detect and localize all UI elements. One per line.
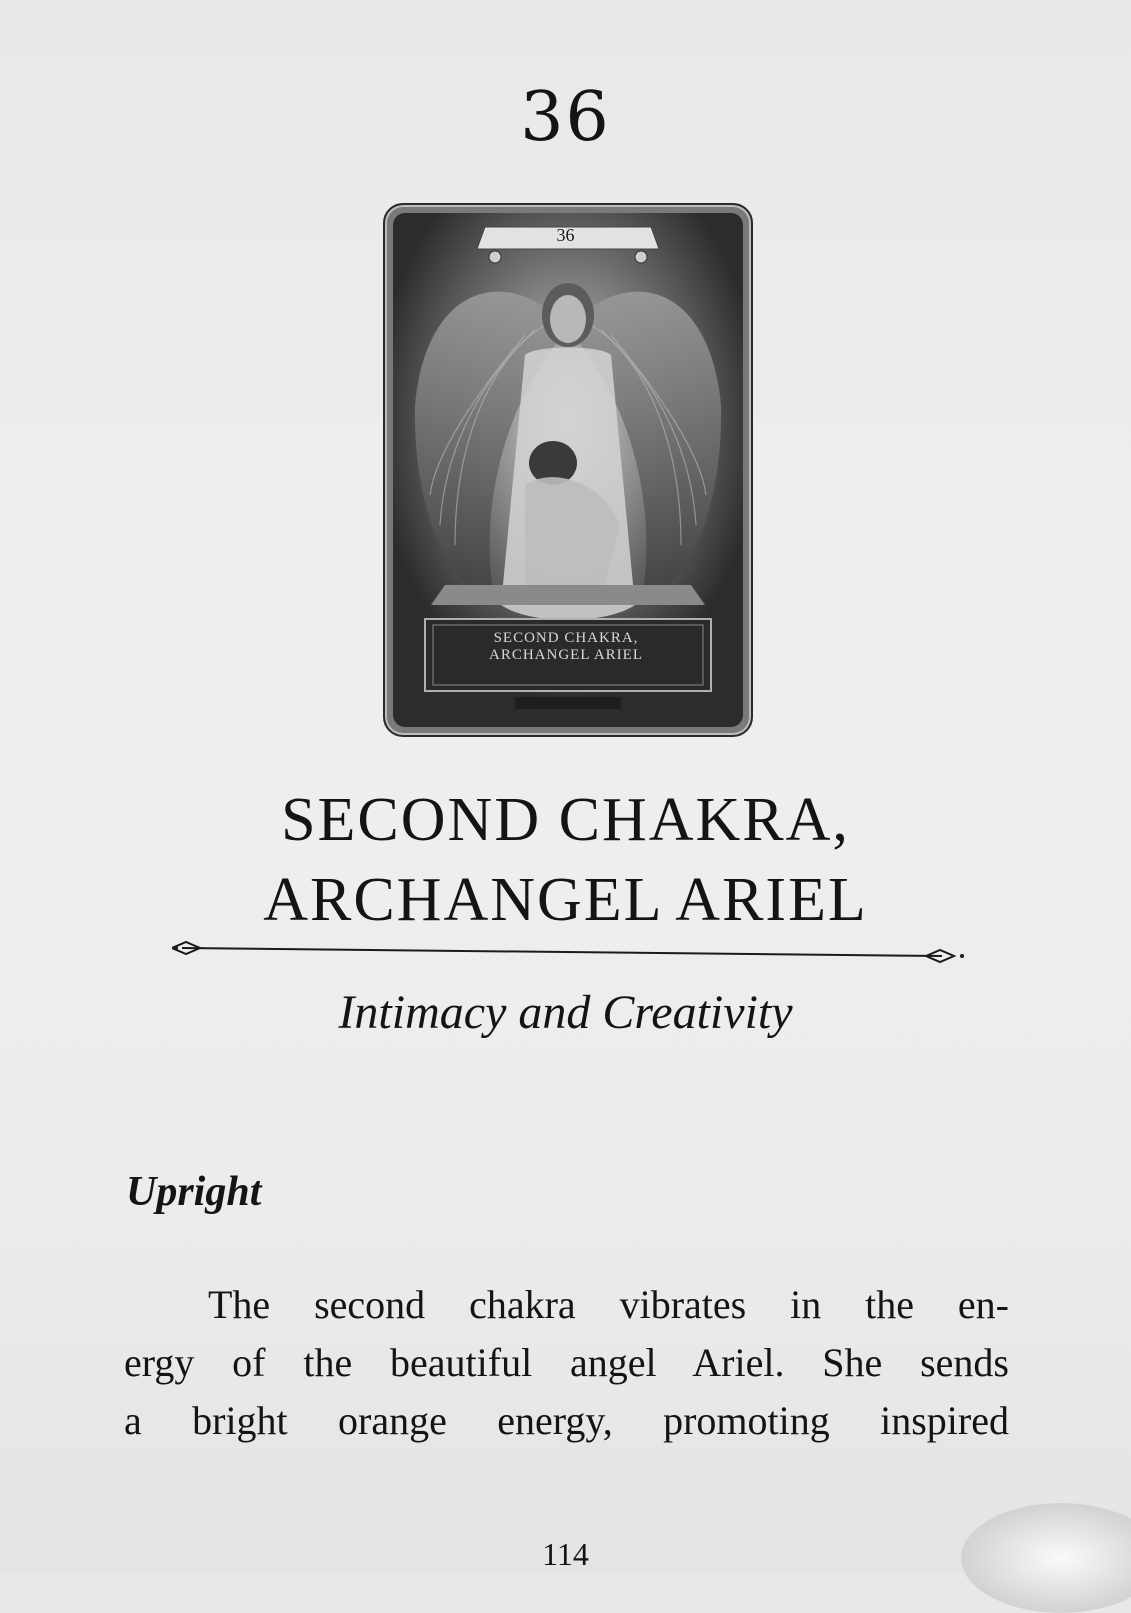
chapter-number: 36 (520, 78, 611, 157)
card-title (0, 780, 1131, 940)
body-line: ergy of the beautiful angel Ariel. She sends (124, 1340, 1009, 1385)
card-caption (432, 630, 700, 664)
card-title-line2: ARCHANGEL ARIEL (263, 866, 868, 934)
ornamental-divider (172, 938, 968, 968)
card-title-line1: SECOND CHAKRA, (281, 786, 850, 854)
card-caption-line1: SECOND CHAKRA, (493, 630, 639, 646)
body-line: The second chakra vibrates in the en- (208, 1282, 1009, 1327)
section-heading-upright: Upright (126, 1169, 262, 1215)
card-number: 36 (556, 225, 575, 245)
card-caption-line2: ARCHANGEL ARIEL (488, 647, 644, 663)
body-line: a bright orange energy, promoting inspired (124, 1398, 1009, 1443)
thumb-shadow (961, 1503, 1131, 1613)
card-subtitle: Intimacy and Creativity (338, 986, 793, 1039)
page-number: 114 (542, 1536, 589, 1572)
body-paragraph (124, 1276, 1009, 1450)
